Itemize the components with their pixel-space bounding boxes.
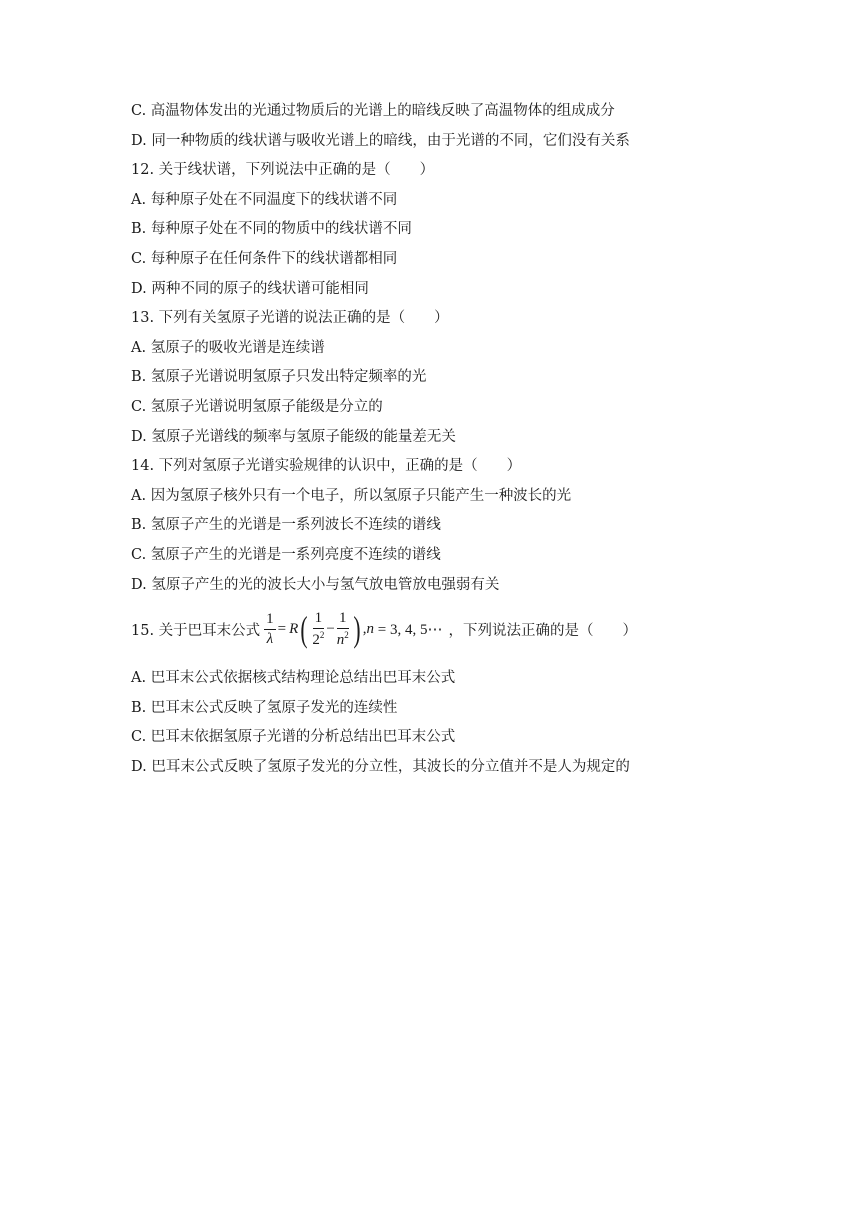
option-line: A. 因为氢原子核外只有一个电子，所以氢原子只能产生一种波长的光 <box>131 487 572 504</box>
question-12-stem: 12. 关于线状谱，下列说法中正确的是（ ） <box>131 162 435 179</box>
right-paren: ) <box>353 609 361 650</box>
option-line: C. 氢原子产生的光谱是一系列亮度不连续的谱线 <box>131 546 441 563</box>
option-line: A. 氢原子的吸收光谱是连续谱 <box>131 339 325 356</box>
fraction-one-over-two-squared: $\frac{1}{2^2}$ <box>312 609 325 648</box>
question-content <box>131 101 771 786</box>
option-line: D. 巴耳末公式反映了氢原子发光的分立性，其波长的分立值并不是人为规定的 <box>131 758 630 775</box>
left-paren: ( <box>300 609 308 650</box>
question-15-prefix: 15. 关于巴耳末公式 <box>131 622 261 639</box>
option-line: C. 高温物体发出的光通过物质后的光谱上的暗线反映了高温物体的组成成分 <box>131 103 615 119</box>
option-line: C. 每种原子在任何条件下的线状谱都相同 <box>131 250 398 267</box>
balmer-formula: $\frac{1}{\lambda}$ = R ( $\frac{1}{2^2}$ − $\frac{1}{n^2}$ ) , n = 3, 4, 5⋯ <box>266 609 443 650</box>
option-line: B. 巴耳末公式反映了氢原子发光的连续性 <box>131 699 398 716</box>
option-line: A. 每种原子处在不同温度下的线状谱不同 <box>131 191 398 208</box>
option-line: D. 氢原子光谱线的频率与氢原子能级的能量差无关 <box>131 428 456 445</box>
question-15-suffix: ，下列说法正确的是（ ） <box>448 622 637 639</box>
option-line: B. 氢原子光谱说明氢原子只发出特定频率的光 <box>131 369 427 386</box>
option-line: C. 巴耳末依据氢原子光谱的分析总结出巴耳末公式 <box>131 729 456 746</box>
option-line: D. 同一种物质的线状谱与吸收光谱上的暗线，由于光谱的不同，它们没有关系 <box>131 132 630 149</box>
option-line: C. 氢原子光谱说明氢原子能级是分立的 <box>131 398 383 415</box>
fraction-one-over-n-squared: $\frac{1}{n^2}$ <box>336 609 349 648</box>
question-13-stem: 13. 下列有关氢原子光谱的说法正确的是（ ） <box>131 310 449 327</box>
question-15-stem <box>131 604 771 654</box>
option-line: B. 每种原子处在不同的物质中的线状谱不同 <box>131 221 412 238</box>
fraction-one-over-lambda: $\frac{1}{\lambda}$ <box>266 610 274 647</box>
option-line: D. 氢原子产生的光的波长大小与氢气放电管放电强弱有关 <box>131 576 500 593</box>
option-line: A. 巴耳末公式依据核式结构理论总结出巴耳末公式 <box>131 670 456 687</box>
question-14-stem: 14. 下列对氢原子光谱实验规律的认识中，正确的是（ ） <box>131 458 522 475</box>
option-line: B. 氢原子产生的光谱是一系列波长不连续的谱线 <box>131 517 441 534</box>
option-line: D. 两种不同的原子的线状谱可能相同 <box>131 280 369 297</box>
